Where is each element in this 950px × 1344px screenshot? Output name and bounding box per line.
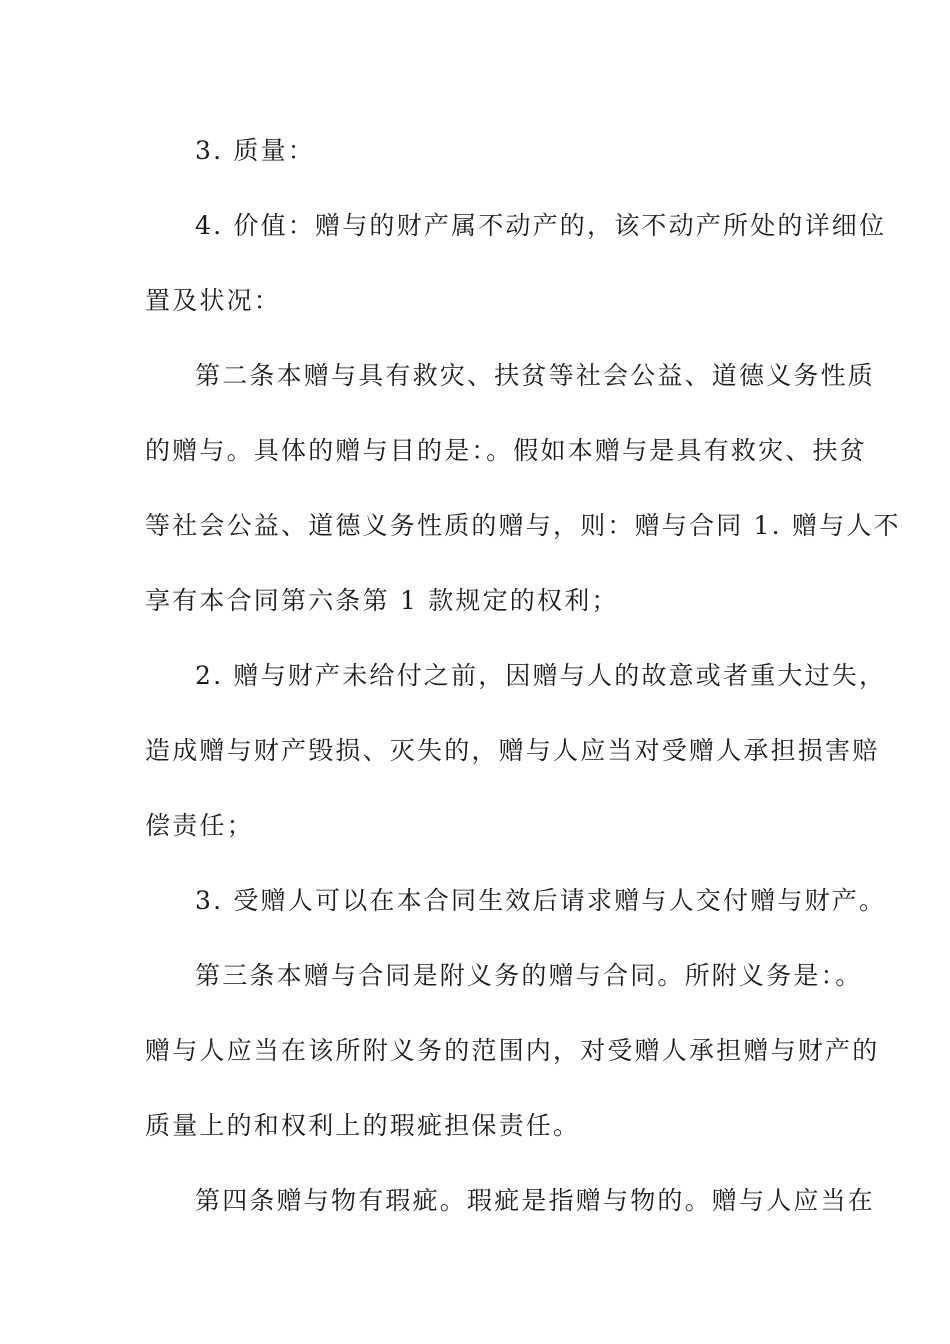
text-line: 3. 质量：	[195, 136, 315, 165]
text-line: 质量上的和权利上的瑕疵担保责任。	[145, 1111, 581, 1140]
text-line: 2. 赠与财产未给付之前，因赠与人的故意或者重大过失，	[195, 661, 887, 690]
text-line: 第四条赠与物有瑕疵。瑕疵是指赠与物的。赠与人应当在	[195, 1186, 876, 1215]
text-line: 等社会公益、道德义务性质的赠与，则：赠与合同 1. 赠与人不	[145, 511, 901, 540]
text-line: 的赠与。具体的赠与目的是：。假如本赠与是具有救灾、扶贫	[145, 436, 867, 465]
text-line: 置及状况：	[145, 286, 282, 315]
text-line: 赠与人应当在该所附义务的范围内，对受赠人承担赠与财产的	[145, 1036, 880, 1065]
text-line: 4. 价值：赠与的财产属不动产的，该不动产所处的详细位	[195, 211, 887, 240]
text-line: 3. 受赠人可以在本合同生效后请求赠与人交付赠与财产。	[195, 886, 887, 915]
text-line: 造成赠与财产毁损、灭失的，赠与人应当对受赠人承担损害赔	[145, 736, 880, 765]
text-line: 享有本合同第六条第 1 款规定的权利；	[145, 586, 619, 615]
text-line: 偿责任；	[145, 811, 254, 840]
text-line: 第三条本赠与合同是附义务的赠与合同。所附义务是：。	[195, 961, 863, 990]
text-line: 第二条本赠与具有救灾、扶贫等社会公益、道德义务性质	[195, 361, 876, 390]
